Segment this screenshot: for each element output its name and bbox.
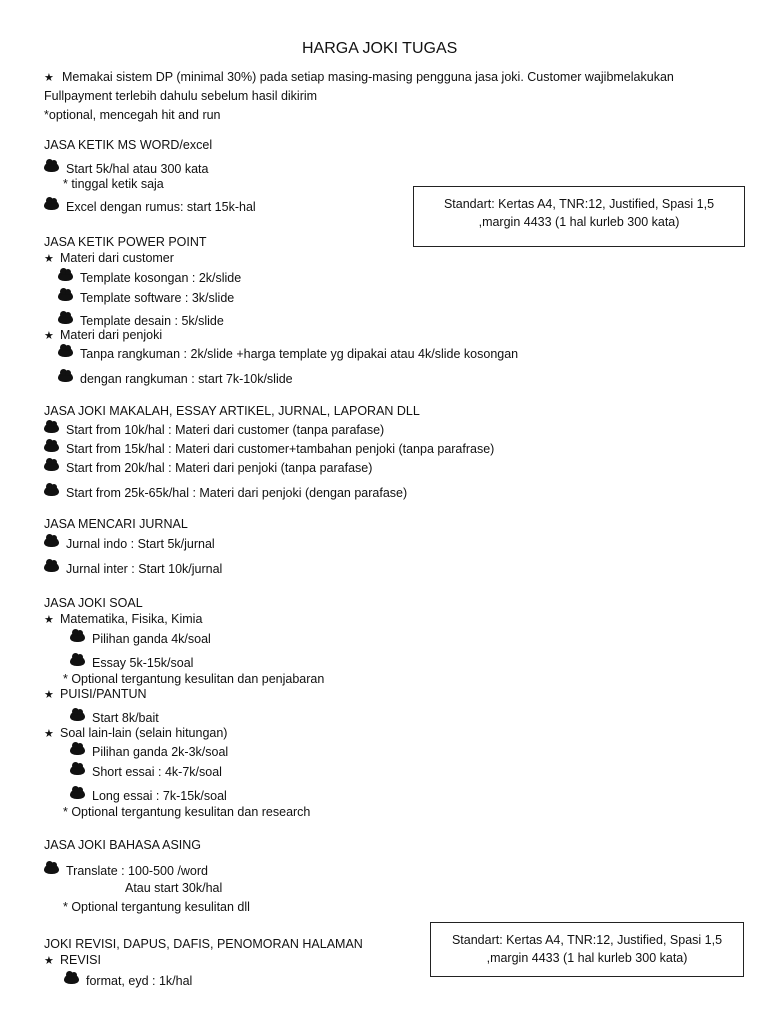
star-bullet-icon: ★: [44, 728, 54, 740]
cloud-bullet-icon: [70, 711, 85, 721]
list-item: Jurnal indo : Start 5k/jurnal: [44, 536, 215, 552]
cloud-bullet-icon: [44, 200, 59, 210]
list-item: format, eyd : 1k/hal: [64, 973, 192, 989]
cloud-bullet-icon: [58, 314, 73, 324]
list-item: dengan rangkuman : start 7k-10k/slide: [58, 371, 293, 387]
cloud-bullet-icon: [44, 461, 59, 471]
sub-heading: ★ REVISI: [44, 953, 101, 967]
cloud-bullet-icon: [64, 974, 79, 984]
cloud-bullet-icon: [44, 864, 59, 874]
list-item: Translate : 100-500 /word: [44, 863, 208, 879]
note: * Optional tergantung kesulitan dan penjabaran: [63, 672, 325, 686]
section-heading-makalah: JASA JOKI MAKALAH, ESSAY ARTIKEL, JURNAL, LAPORAN DLL: [44, 404, 420, 418]
list-item: Template software : 3k/slide: [58, 290, 234, 306]
star-bullet-icon: ★: [44, 955, 54, 967]
cloud-bullet-icon: [44, 423, 59, 433]
section-heading-soal: JASA JOKI SOAL: [44, 596, 143, 610]
list-item: Template kosongan : 2k/slide: [58, 270, 241, 286]
list-item: Start from 15k/hal : Materi dari customer+tambahan penjoki (tanpa parafrase): [44, 441, 494, 457]
cloud-bullet-icon: [70, 789, 85, 799]
standart-box: Standart: Kertas A4, TNR:12, Justified, Spasi 1,5 ,margin 4433 (1 hal kurleb 300 kata): [413, 186, 745, 247]
note: * Optional tergantung kesulitan dan research: [63, 805, 311, 819]
list-item: Pilihan ganda 2k-3k/soal: [70, 744, 228, 760]
cloud-bullet-icon: [44, 486, 59, 496]
list-item: Start from 25k-65k/hal : Materi dari penjoki (dengan parafase): [44, 485, 407, 501]
list-item-continuation: Atau start 30k/hal: [125, 881, 223, 895]
list-item: Jurnal inter : Start 10k/jurnal: [44, 561, 222, 577]
page-title: HARGA JOKI TUGAS: [302, 40, 458, 57]
list-item: Long essai : 7k-15k/soal: [70, 788, 227, 804]
list-item: Start 8k/bait: [70, 710, 159, 726]
list-item: Essay 5k-15k/soal: [70, 655, 193, 671]
cloud-bullet-icon: [70, 656, 85, 666]
note: * tinggal ketik saja: [63, 177, 164, 191]
star-bullet-icon: ★: [44, 614, 54, 626]
cloud-bullet-icon: [58, 372, 73, 382]
star-bullet-icon: ★: [44, 253, 54, 265]
cloud-bullet-icon: [44, 162, 59, 172]
star-bullet-icon: ★: [44, 330, 54, 342]
list-item: Start 5k/hal atau 300 kata: [44, 161, 208, 177]
intro-line-3: *optional, mencegah hit and run: [44, 108, 221, 122]
cloud-bullet-icon: [44, 537, 59, 547]
list-item: Excel dengan rumus: start 15k-hal: [44, 199, 256, 215]
cloud-bullet-icon: [70, 765, 85, 775]
list-item: Short essai : 4k-7k/soal: [70, 764, 222, 780]
star-bullet-icon: ★: [44, 72, 54, 84]
sub-heading: ★ Materi dari customer: [44, 251, 174, 265]
section-heading-power-point: JASA KETIK POWER POINT: [44, 235, 207, 249]
sub-heading: ★ Soal lain-lain (selain hitungan): [44, 726, 228, 740]
cloud-bullet-icon: [70, 632, 85, 642]
cloud-bullet-icon: [58, 347, 73, 357]
list-item: Pilihan ganda 4k/soal: [70, 631, 211, 647]
cloud-bullet-icon: [70, 745, 85, 755]
sub-heading: ★ PUISI/PANTUN: [44, 687, 147, 701]
star-bullet-icon: ★: [44, 689, 54, 701]
section-heading-jurnal: JASA MENCARI JURNAL: [44, 517, 188, 531]
standart-box: Standart: Kertas A4, TNR:12, Justified, Spasi 1,5 ,margin 4433 (1 hal kurleb 300 kata): [430, 922, 744, 977]
sub-heading: ★ Materi dari penjoki: [44, 328, 163, 342]
section-heading-bahasa: JASA JOKI BAHASA ASING: [44, 838, 202, 852]
list-item: Start from 10k/hal : Materi dari customer (tanpa parafase): [44, 422, 384, 438]
list-item: Template desain : 5k/slide: [58, 313, 224, 329]
cloud-bullet-icon: [44, 442, 59, 452]
intro-line-2: Fullpayment terlebih dahulu sebelum hasil dikirim: [44, 89, 318, 103]
cloud-bullet-icon: [58, 271, 73, 281]
cloud-bullet-icon: [58, 291, 73, 301]
list-item: Tanpa rangkuman : 2k/slide +harga template yg dipakai atau 4k/slide kosongan: [58, 346, 518, 362]
note: * Optional tergantung kesulitan dll: [63, 900, 250, 914]
section-heading-ketik-word: JASA KETIK MS WORD/excel: [44, 138, 213, 152]
intro-line-1: ★ Memakai sistem DP (minimal 30%) pada setiap masing-masing pengguna jasa joki. Customer wajibmelakukan: [44, 70, 674, 84]
sub-heading: ★ Matematika, Fisika, Kimia: [44, 612, 203, 626]
cloud-bullet-icon: [44, 562, 59, 572]
section-heading-revisi: JOKI REVISI, DAPUS, DAFIS, PENOMORAN HALAMAN: [44, 937, 363, 951]
list-item: Start from 20k/hal : Materi dari penjoki (tanpa parafase): [44, 460, 372, 476]
